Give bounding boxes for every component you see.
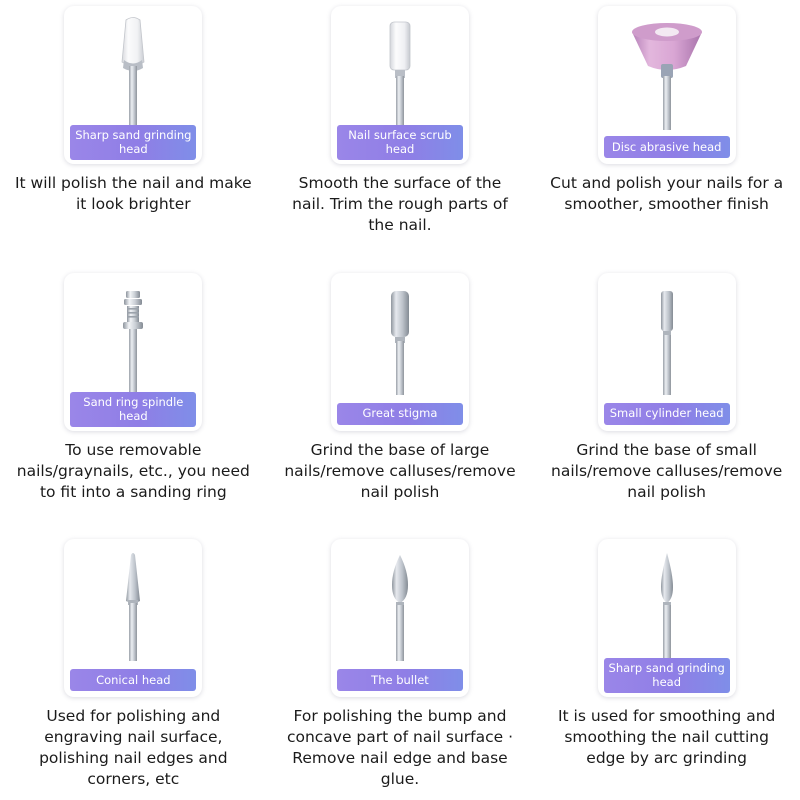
bit-card-conical-head[interactable] xyxy=(64,539,202,697)
bit-label: Great stigma xyxy=(337,403,463,425)
bit-label: Disc abrasive head xyxy=(604,136,730,158)
bit-label: Nail surface scrub head xyxy=(337,125,463,160)
bit-description: Grind the base of large nails/remove calluses/remove nail polish xyxy=(284,440,516,501)
bit-label: The bullet xyxy=(337,669,463,691)
bit-card-disc-abrasive-head[interactable] xyxy=(598,6,736,164)
bit-label: Sand ring spindle head xyxy=(70,392,196,427)
bit-description: Smooth the surface of the nail. Trim the rough parts of the nail. xyxy=(292,174,508,234)
bit-card-the-bullet[interactable] xyxy=(331,539,469,697)
grid-cell xyxy=(267,0,534,267)
bit-description: For polishing the bump and concave part of nail surface · Remove nail edge and base glue. xyxy=(286,707,514,789)
pink-disc-abrasive-bit-icon xyxy=(622,14,712,134)
rounded-cone-white-stone-bit-icon xyxy=(98,14,168,134)
bit-card-small-cylinder-head[interactable] xyxy=(598,273,736,431)
bit-card-great-stigma[interactable] xyxy=(331,273,469,431)
grid-cell xyxy=(267,533,534,800)
bit-description: Cut and polish your nails for a smoother, smoother finish xyxy=(550,174,784,213)
bit-card-sharp-sand-grinding-head-2[interactable] xyxy=(598,539,736,697)
grid-cell xyxy=(0,267,267,534)
bit-card-sharp-sand-grinding-head-1[interactable] xyxy=(64,6,202,164)
bit-description: It will polish the nail and make it look brighter xyxy=(14,174,252,213)
grid-cell xyxy=(533,533,800,800)
grid-cell xyxy=(0,533,267,800)
bit-label: Small cylinder head xyxy=(604,403,730,425)
flat-cylinder-white-stone-bit-icon xyxy=(365,14,435,134)
bit-label: Sharp sand grinding head xyxy=(604,658,730,693)
bit-description: To use removable nails/graynails, etc., you need to fit into a sanding ring xyxy=(16,440,250,501)
bit-label: Conical head xyxy=(70,669,196,691)
small-cylinder-diamond-bit-icon xyxy=(632,281,702,401)
bit-description: Grind the base of small nails/remove calluses/remove nail polish xyxy=(551,440,783,501)
bit-card-sand-ring-spindle-head[interactable] xyxy=(64,273,202,431)
bit-description: Used for polishing and engraving nail surface, polishing nail edges and corners, etc xyxy=(39,707,228,789)
conical-tapered-diamond-bit-icon xyxy=(98,547,168,667)
grid-cell xyxy=(533,0,800,267)
grid-cell xyxy=(0,0,267,267)
metal-mandrel-spindle-bit-icon xyxy=(98,281,168,401)
large-cylinder-diamond-bit-icon xyxy=(365,281,435,401)
needle-flame-diamond-bit-icon xyxy=(632,547,702,667)
grid-cell xyxy=(533,267,800,534)
bit-description: It is used for smoothing and smoothing the nail cutting edge by arc grinding xyxy=(557,707,776,768)
grid-cell xyxy=(267,267,534,534)
bullet-shaped-diamond-bit-icon xyxy=(365,547,435,667)
bit-card-nail-surface-scrub-head[interactable] xyxy=(331,6,469,164)
bit-label: Sharp sand grinding head xyxy=(70,125,196,160)
